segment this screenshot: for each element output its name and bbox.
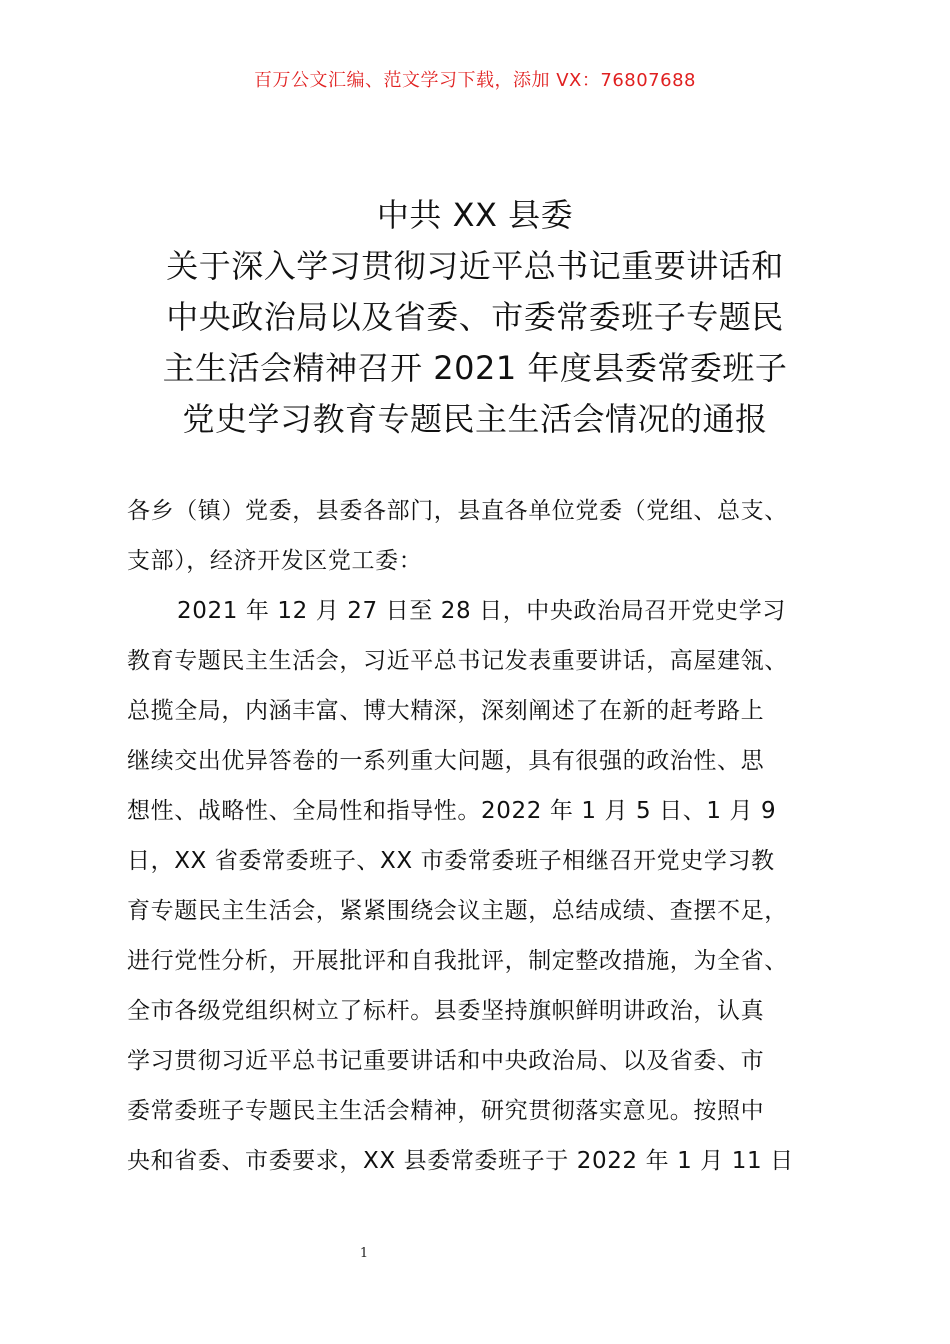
title-line: 主生活会精神召开 2021 年度县委常委班子 bbox=[162, 349, 788, 387]
title-line: 关于深入学习贯彻习近平总书记重要讲话和 bbox=[166, 247, 784, 285]
paragraph-line: 委常委班子专题民主生活会精神，研究贯彻落实意见。按照中 bbox=[127, 1098, 765, 1124]
title-line: 中共 XX 县委 bbox=[376, 196, 574, 234]
paragraph-line: 教育专题民主生活会，习近平总书记发表重要讲话，高屋建瓴、 bbox=[127, 648, 788, 674]
paragraph-line: 总揽全局，内涵丰富、博大精深，深刻阐述了在新的赶考路上 bbox=[127, 698, 765, 724]
salutation-line: 各乡（镇）党委，县委各部门，县直各单位党委（党组、总支、 bbox=[127, 498, 788, 524]
document-title bbox=[0, 190, 950, 445]
paragraph-line: 央和省委、市委要求，XX 县委常委班子于 2022 年 1 月 11 日 bbox=[127, 1148, 794, 1174]
title-line: 中央政治局以及省委、市委常委班子专题民 bbox=[166, 298, 784, 336]
page-number: 1 bbox=[359, 1246, 369, 1261]
paragraph-line: 学习贯彻习近平总书记重要讲话和中央政治局、以及省委、市 bbox=[127, 1048, 765, 1074]
body-paragraph bbox=[127, 586, 837, 1186]
paragraph-line: 2021 年 12 月 27 日至 28 日，中央政治局召开党史学习 bbox=[177, 598, 786, 624]
paragraph-line: 日，XX 省委常委班子、XX 市委常委班子相继召开党史学习教 bbox=[127, 848, 775, 874]
salutation bbox=[127, 486, 837, 586]
paragraph-line: 继续交出优异答卷的一系列重大问题，具有很强的政治性、思 bbox=[127, 748, 765, 774]
title-line: 党史学习教育专题民主生活会情况的通报 bbox=[182, 400, 768, 438]
paragraph-line: 育专题民主生活会，紧紧围绕会议主题，总结成绩、查摆不足， bbox=[127, 898, 788, 924]
header-banner: 百万公文汇编、范文学习下载，添加 VX：76807688 bbox=[254, 70, 696, 91]
paragraph-line: 进行党性分析，开展批评和自我批评，制定整改措施，为全省、 bbox=[127, 948, 788, 974]
paragraph-line: 想性、战略性、全局性和指导性。2022 年 1 月 5 日、1 月 9 bbox=[127, 798, 777, 824]
salutation-line: 支部），经济开发区党工委： bbox=[127, 548, 423, 574]
paragraph-line: 全市各级党组织树立了标杆。县委坚持旗帜鲜明讲政治，认真 bbox=[127, 998, 765, 1024]
